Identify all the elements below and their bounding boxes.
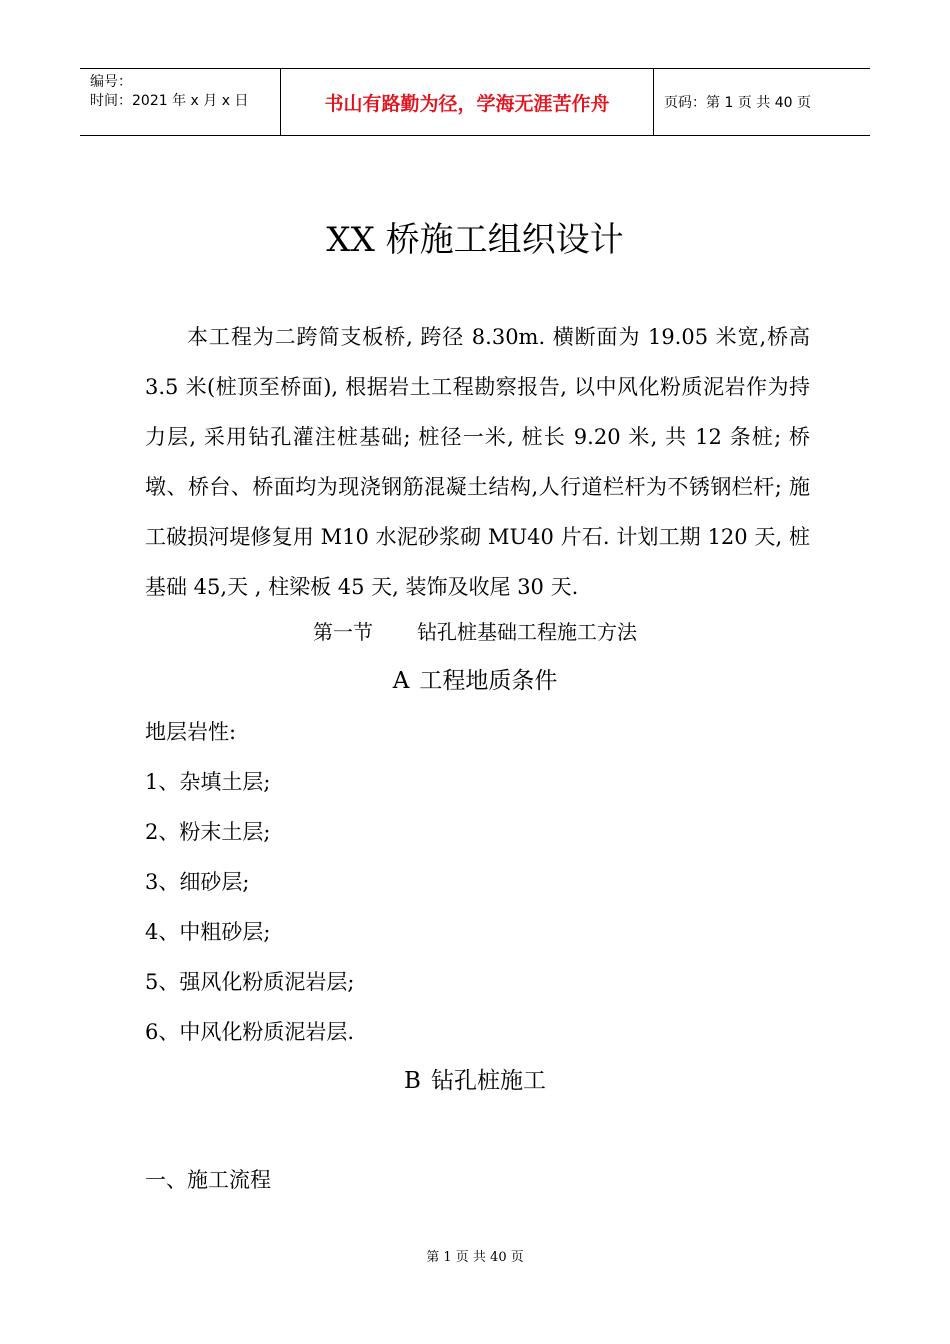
strata-item: 2、粉末土层; — [145, 820, 271, 844]
header-motto: 书山有路勤为径，学海无涯苦作舟 — [281, 69, 654, 135]
subsection-a-heading — [0, 665, 950, 697]
section-title: 钻孔桩基础工程施工方法 — [417, 620, 637, 644]
subsection-b-letter: B — [404, 1068, 421, 1094]
section-heading — [0, 617, 950, 647]
subsection-a-letter: A — [392, 668, 410, 694]
intro-text: 本工程为二跨简支板桥, 跨径 8.30m. 横断面为 19.05 米宽,桥高 3.5 米(桩顶至桥面), 根据岩土工程勘察报告, 以中风化粉质泥岩作为持力层, 采用钻孔灌注桩基础; 桩径一米, 桩长 9.20 米, 共 12 条桩; 桥墩、桥台、桥面均为现浇钢筋混凝土结构,人行道栏杆为不锈钢栏杆; 施工破损河堤修复用 M10 水泥砂浆砌 MU40 片石. 计划工期 120 天, 桩基础 45,天 , 柱梁板 45 天, 装饰及收尾 30 天. — [145, 325, 810, 599]
strata-item: 4、中粗砂层; — [145, 920, 271, 944]
strata-item: 5、强风化粉质泥岩层; — [145, 970, 355, 994]
intro-paragraph — [145, 312, 810, 612]
subsection-b-title: 钻孔桩施工 — [430, 1068, 546, 1094]
number-label: 编号： — [90, 74, 132, 90]
strata-label: 地层岩性: — [145, 720, 237, 744]
subsection-a-title: 工程地质条件 — [419, 668, 558, 694]
page-title: XX 桥施工组织设计 — [326, 220, 624, 260]
document-header — [80, 68, 870, 136]
page-footer: 第 1 页 共 40 页 — [426, 1250, 524, 1265]
process-heading: 一、施工流程 — [145, 1168, 271, 1192]
strata-item: 3、细砂层; — [145, 870, 250, 894]
header-page-info: 页码：第 1 页 共 40 页 — [664, 95, 811, 111]
section-number: 第一节 — [313, 620, 373, 644]
strata-item: 6、中风化粉质泥岩层. — [145, 1020, 355, 1044]
time-label: 时间：2021 年 x 月 x 日 — [90, 93, 249, 109]
header-meta-cell — [80, 69, 281, 135]
subsection-b-heading — [0, 1065, 950, 1097]
strata-item: 1、杂填土层; — [145, 770, 271, 794]
